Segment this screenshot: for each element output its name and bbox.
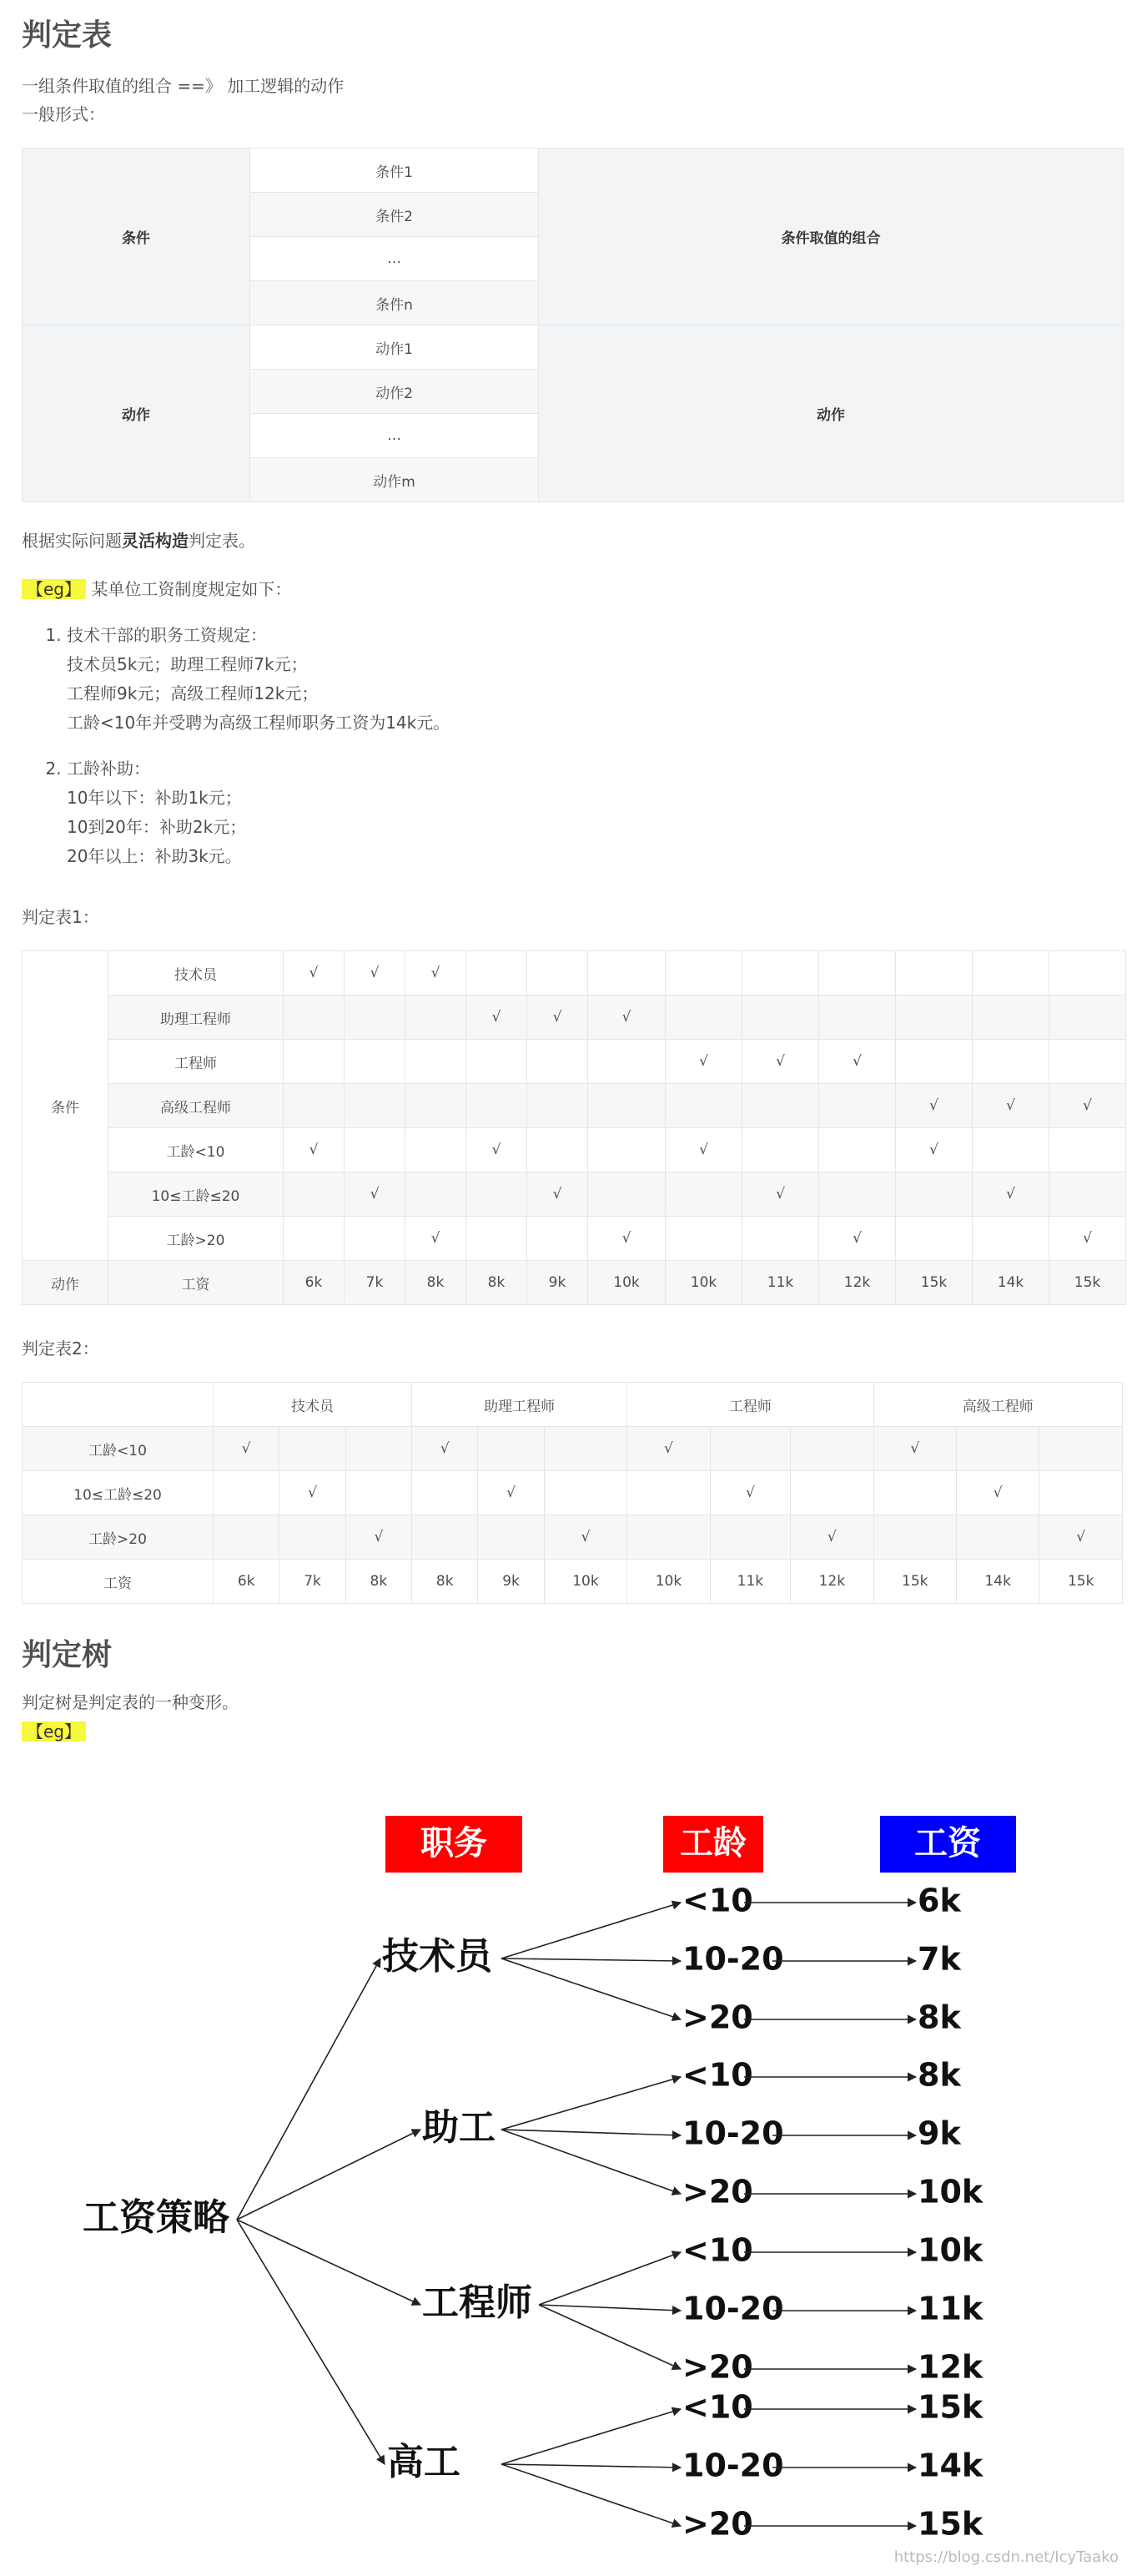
table-cell xyxy=(345,1427,411,1471)
table-cell xyxy=(345,1217,405,1261)
condition-label: 条件 xyxy=(23,951,108,1261)
table-cell xyxy=(742,1217,819,1261)
column-header: 高级工程师 xyxy=(873,1383,1122,1427)
table-cell: √ xyxy=(527,996,588,1040)
rule-line: 10到20年：补助2k元； xyxy=(67,817,247,837)
rules-list-1 xyxy=(47,621,450,738)
header-pay: 工资 xyxy=(914,1824,981,1863)
branch-edge xyxy=(501,2464,681,2468)
pay-leaf: 14k xyxy=(918,2447,984,2484)
table-cell: √ xyxy=(345,951,405,996)
pay-leaf: 15k xyxy=(918,2505,984,2543)
branch-edge xyxy=(539,2305,681,2369)
table-cell: 9k xyxy=(478,1560,544,1604)
branch-edge xyxy=(501,1903,681,1958)
row-label: 高级工程师 xyxy=(108,1084,284,1128)
table-row xyxy=(23,951,1126,996)
age-leaf: 10-20 xyxy=(682,1940,784,1978)
table-cell xyxy=(279,1427,345,1471)
table-cell xyxy=(819,1172,896,1217)
tree-eg-line xyxy=(22,1717,86,1746)
table-cell xyxy=(973,996,1049,1040)
pay-leaf: 12k xyxy=(918,2348,984,2386)
table-cell: √ xyxy=(1039,1515,1123,1560)
branch-edge xyxy=(539,2305,681,2311)
table-cell xyxy=(284,1172,345,1217)
action-item: 动作2 xyxy=(250,370,539,414)
table-row xyxy=(23,1128,1126,1172)
rule-line: 20年以上：补助3k元。 xyxy=(67,846,242,866)
table-cell xyxy=(1039,1427,1123,1471)
table-cell xyxy=(627,1471,710,1515)
table-cell: √ xyxy=(405,951,466,996)
corner-cell xyxy=(23,1383,214,1427)
table-cell: 15k xyxy=(1049,1261,1126,1305)
table-cell: √ xyxy=(1049,1217,1126,1261)
flex-note-text-end: 判定表。 xyxy=(189,531,255,551)
age-leaf: <10 xyxy=(682,2388,753,2426)
table-cell: √ xyxy=(896,1128,973,1172)
branch-edge xyxy=(501,1958,681,2019)
table-cell xyxy=(819,996,896,1040)
header-row xyxy=(23,1383,1123,1427)
table-cell xyxy=(412,1471,478,1515)
table-cell xyxy=(973,1040,1049,1084)
table-cell: 9k xyxy=(527,1261,588,1305)
table-cell: √ xyxy=(405,1217,466,1261)
rule-line: 工龄<10年并受聘为高级工程师职务工资为14k元。 xyxy=(67,713,450,733)
table-row xyxy=(23,1217,1126,1261)
table-cell: √ xyxy=(956,1471,1039,1515)
table-cell: 15k xyxy=(873,1560,956,1604)
table-cell xyxy=(466,1217,527,1261)
decision-table-1 xyxy=(22,950,1126,1305)
table-cell: √ xyxy=(284,1128,345,1172)
rule-line: 10年以下：补助1k元； xyxy=(67,788,242,808)
table-cell: √ xyxy=(466,1128,527,1172)
row-label: 技术员 xyxy=(108,951,284,996)
table-row xyxy=(23,1427,1123,1471)
table-cell xyxy=(896,996,973,1040)
table-cell xyxy=(466,1084,527,1128)
table-cell: √ xyxy=(896,1084,973,1128)
table-cell: 14k xyxy=(956,1560,1039,1604)
table-cell xyxy=(1049,1040,1126,1084)
table-cell xyxy=(896,1040,973,1084)
tree-eg-tag: 【eg】 xyxy=(22,1722,86,1742)
age-leaf: >20 xyxy=(682,2505,753,2543)
table-cell: √ xyxy=(710,1471,790,1515)
age-leaf: <10 xyxy=(682,2231,753,2269)
table-row xyxy=(23,1084,1126,1128)
table-cell xyxy=(544,1427,626,1471)
table-cell xyxy=(588,1172,666,1217)
table-cell xyxy=(666,951,742,996)
table-cell xyxy=(819,951,896,996)
table-cell xyxy=(284,1040,345,1084)
table-cell: √ xyxy=(588,996,666,1040)
condition-label: 条件 xyxy=(23,149,250,325)
table-cell xyxy=(627,1515,710,1560)
rule-line: 工程师9k元；高级工程师12k元； xyxy=(67,683,319,703)
table-cell: √ xyxy=(819,1040,896,1084)
row-label: 工资 xyxy=(108,1261,284,1305)
table-cell xyxy=(412,1515,478,1560)
table-cell xyxy=(1039,1471,1123,1515)
table-cell: 10k xyxy=(588,1261,666,1305)
table-cell: √ xyxy=(412,1427,478,1471)
branch-edge xyxy=(501,1958,681,1961)
row-label: 工程师 xyxy=(108,1040,284,1084)
table-cell: 8k xyxy=(412,1560,478,1604)
table-cell xyxy=(666,996,742,1040)
branch-edge xyxy=(501,2464,681,2526)
action-row xyxy=(23,1261,1126,1305)
table-cell xyxy=(405,1128,466,1172)
table-cell xyxy=(284,1217,345,1261)
table-cell xyxy=(527,951,588,996)
row-label: 工龄>20 xyxy=(23,1515,214,1560)
pay-leaf: 15k xyxy=(918,2388,984,2426)
row-label: 工资 xyxy=(23,1560,214,1604)
table-cell: 15k xyxy=(1039,1560,1123,1604)
branch-edge xyxy=(501,2130,681,2194)
row-label: 10≤工龄≤20 xyxy=(23,1471,214,1515)
branch-label: 工程师 xyxy=(422,2281,532,2324)
table-cell xyxy=(1049,1128,1126,1172)
general-form-table xyxy=(22,148,1124,502)
table-cell xyxy=(527,1084,588,1128)
pay-leaf: 10k xyxy=(918,2173,984,2211)
table-cell: √ xyxy=(873,1427,956,1471)
column-header: 工程师 xyxy=(627,1383,873,1427)
table-cell xyxy=(478,1427,544,1471)
table-cell xyxy=(284,1084,345,1128)
table-cell xyxy=(279,1515,345,1560)
branch-label: 技术员 xyxy=(382,1935,492,1978)
table-cell xyxy=(956,1427,1039,1471)
row-label: 工龄>20 xyxy=(108,1217,284,1261)
table-cell: 15k xyxy=(896,1261,973,1305)
intro-line-1: 一组条件取值的组合 ==》 加工逻辑的动作 xyxy=(22,76,345,96)
column-header: 助理工程师 xyxy=(412,1383,627,1427)
table-row xyxy=(23,996,1126,1040)
table-cell xyxy=(214,1471,279,1515)
table-cell xyxy=(284,996,345,1040)
table-cell: √ xyxy=(527,1172,588,1217)
table-cell xyxy=(791,1427,873,1471)
table-cell: √ xyxy=(284,951,345,996)
rule-line: 技术员5k元；助理工程师7k元； xyxy=(67,654,308,674)
table-cell xyxy=(742,1084,819,1128)
branch-label: 高工 xyxy=(387,2441,460,2483)
flex-note xyxy=(22,527,255,555)
table-cell xyxy=(973,1217,1049,1261)
action-item: 动作1 xyxy=(250,325,539,370)
table-cell xyxy=(588,1040,666,1084)
table-cell xyxy=(896,1217,973,1261)
decision-tree-figure xyxy=(22,1786,1123,2576)
table-cell xyxy=(973,1128,1049,1172)
table-cell xyxy=(466,951,527,996)
table-cell: 8k xyxy=(345,1560,411,1604)
table-cell xyxy=(742,951,819,996)
eg-line xyxy=(22,575,291,603)
action-item: … xyxy=(250,414,539,458)
pay-leaf: 10k xyxy=(918,2231,984,2269)
table-cell: √ xyxy=(544,1515,626,1560)
condition-item: 条件2 xyxy=(250,193,539,237)
table-cell xyxy=(896,1172,973,1217)
age-leaf: 10-20 xyxy=(682,2447,784,2484)
table-row xyxy=(23,1172,1126,1217)
table-cell xyxy=(819,1084,896,1128)
table-cell: √ xyxy=(791,1515,873,1560)
heading-decision-table: 判定表 xyxy=(22,18,113,53)
decision-table-2 xyxy=(22,1382,1123,1604)
root-edge xyxy=(237,2220,420,2305)
table-cell xyxy=(345,1084,405,1128)
table-cell: √ xyxy=(345,1172,405,1217)
table-cell xyxy=(1049,951,1126,996)
pay-leaf: 11k xyxy=(918,2290,984,2327)
row-label: 10≤工龄≤20 xyxy=(108,1172,284,1217)
column-header: 技术员 xyxy=(214,1383,412,1427)
root-edge xyxy=(237,2220,385,2464)
heading-decision-tree: 判定树 xyxy=(22,1638,113,1672)
table-cell xyxy=(405,996,466,1040)
table-cell xyxy=(588,951,666,996)
table-cell: √ xyxy=(742,1040,819,1084)
table-cell: 7k xyxy=(345,1261,405,1305)
intro-line-2: 一般形式： xyxy=(22,104,105,124)
table-cell xyxy=(405,1172,466,1217)
table-cell xyxy=(666,1172,742,1217)
table-cell: √ xyxy=(627,1427,710,1471)
table-cell xyxy=(527,1040,588,1084)
table-cell xyxy=(873,1471,956,1515)
branch-edge xyxy=(501,2077,681,2130)
branch-label: 助工 xyxy=(422,2106,496,2149)
table1-caption: 判定表1： xyxy=(22,907,99,927)
table-cell xyxy=(527,1128,588,1172)
table-cell: 7k xyxy=(279,1560,345,1604)
row-label: 工龄<10 xyxy=(108,1128,284,1172)
table-cell xyxy=(405,1084,466,1128)
table-cell: √ xyxy=(973,1172,1049,1217)
eg-text: 某单位工资制度规定如下： xyxy=(91,579,292,599)
table-cell xyxy=(1049,996,1126,1040)
table-cell: √ xyxy=(666,1128,742,1172)
age-leaf: 10-20 xyxy=(682,2115,784,2152)
table-cell: 10k xyxy=(544,1560,626,1604)
header-job: 职务 xyxy=(420,1824,487,1863)
pay-leaf: 9k xyxy=(918,2115,961,2152)
table-cell: 6k xyxy=(284,1261,345,1305)
age-leaf: 10-20 xyxy=(682,2290,784,2327)
action-label: 动作 xyxy=(23,1261,108,1305)
table-row xyxy=(23,1040,1126,1084)
age-leaf: <10 xyxy=(682,2056,753,2094)
condition-value: 条件取值的组合 xyxy=(539,149,1124,325)
branch-edge xyxy=(501,2130,681,2135)
table-cell xyxy=(466,1172,527,1217)
table-cell xyxy=(405,1040,466,1084)
table-cell: √ xyxy=(819,1217,896,1261)
table-cell xyxy=(345,1040,405,1084)
table-cell xyxy=(478,1515,544,1560)
age-leaf: <10 xyxy=(682,1882,753,1919)
row-label: 工龄<10 xyxy=(23,1427,214,1471)
row-label: 助理工程师 xyxy=(108,996,284,1040)
pay-leaf: 7k xyxy=(918,1940,961,1978)
condition-item: … xyxy=(250,237,539,281)
rule-item xyxy=(67,754,246,871)
tree-root: 工资策略 xyxy=(83,2196,229,2239)
table-cell: √ xyxy=(345,1515,411,1560)
table-row xyxy=(23,1471,1123,1515)
table-cell xyxy=(710,1515,790,1560)
table-cell: √ xyxy=(588,1217,666,1261)
eg-tag: 【eg】 xyxy=(22,579,86,599)
rules-list-2 xyxy=(47,754,246,871)
table-cell xyxy=(214,1515,279,1560)
table-cell xyxy=(973,951,1049,996)
tree-intro: 判定树是判定表的一种变形。 xyxy=(22,1692,239,1712)
table-cell xyxy=(956,1515,1039,1560)
table-cell xyxy=(666,1084,742,1128)
table-row xyxy=(23,1560,1123,1604)
table-cell xyxy=(345,1128,405,1172)
pay-leaf: 8k xyxy=(918,2056,961,2094)
table-cell: 10k xyxy=(627,1560,710,1604)
table-cell xyxy=(588,1084,666,1128)
age-leaf: >20 xyxy=(682,1999,753,2036)
table-cell: √ xyxy=(1049,1084,1126,1128)
table-cell xyxy=(710,1427,790,1471)
action-value: 动作 xyxy=(539,325,1124,502)
table-cell: 12k xyxy=(791,1560,873,1604)
root-edge xyxy=(237,1958,380,2220)
table-cell: √ xyxy=(478,1471,544,1515)
age-leaf: >20 xyxy=(682,2348,753,2386)
table-cell xyxy=(1049,1172,1126,1217)
table-cell xyxy=(819,1128,896,1172)
condition-item: 条件n xyxy=(250,281,539,325)
table-cell xyxy=(791,1471,873,1515)
rule-title: 工龄补助： xyxy=(67,759,150,779)
branch-edge xyxy=(539,2252,681,2305)
flex-note-bold: 灵活构造 xyxy=(122,531,189,551)
root-edge xyxy=(237,2130,420,2220)
table-cell xyxy=(527,1217,588,1261)
rule-title: 技术干部的职务工资规定： xyxy=(67,625,267,645)
condition-item: 条件1 xyxy=(250,149,539,193)
table-row xyxy=(23,1515,1123,1560)
table-cell: 14k xyxy=(973,1261,1049,1305)
watermark: https://blog.csdn.net/IcyTaako xyxy=(893,2548,1119,2566)
rule-item xyxy=(67,621,450,738)
table-cell xyxy=(666,1217,742,1261)
table-cell xyxy=(544,1471,626,1515)
table-cell: 10k xyxy=(666,1261,742,1305)
table2-caption: 判定表2： xyxy=(22,1338,99,1359)
table-cell xyxy=(873,1515,956,1560)
table-cell: 6k xyxy=(214,1560,279,1604)
table-cell xyxy=(345,1471,411,1515)
table-cell xyxy=(588,1128,666,1172)
table-cell: 11k xyxy=(710,1560,790,1604)
table-cell: 8k xyxy=(466,1261,527,1305)
table-cell xyxy=(742,1128,819,1172)
table-cell xyxy=(896,951,973,996)
flex-note-text: 根据实际问题 xyxy=(22,531,122,551)
age-leaf: >20 xyxy=(682,2173,753,2211)
table-cell: √ xyxy=(279,1471,345,1515)
table-cell: √ xyxy=(214,1427,279,1471)
table-cell: √ xyxy=(973,1084,1049,1128)
action-item: 动作m xyxy=(250,458,539,502)
pay-leaf: 6k xyxy=(918,1882,961,1919)
table-cell xyxy=(345,996,405,1040)
table-cell: √ xyxy=(466,996,527,1040)
table-cell: 11k xyxy=(742,1261,819,1305)
table-cell: √ xyxy=(666,1040,742,1084)
header-age: 工龄 xyxy=(680,1824,747,1863)
table-cell: √ xyxy=(742,1172,819,1217)
table-cell xyxy=(742,996,819,1040)
table-cell: 8k xyxy=(405,1261,466,1305)
branch-edge xyxy=(501,2409,681,2464)
pay-leaf: 8k xyxy=(918,1999,961,2036)
table-cell: 12k xyxy=(819,1261,896,1305)
action-label: 动作 xyxy=(23,325,250,502)
table-cell xyxy=(466,1040,527,1084)
